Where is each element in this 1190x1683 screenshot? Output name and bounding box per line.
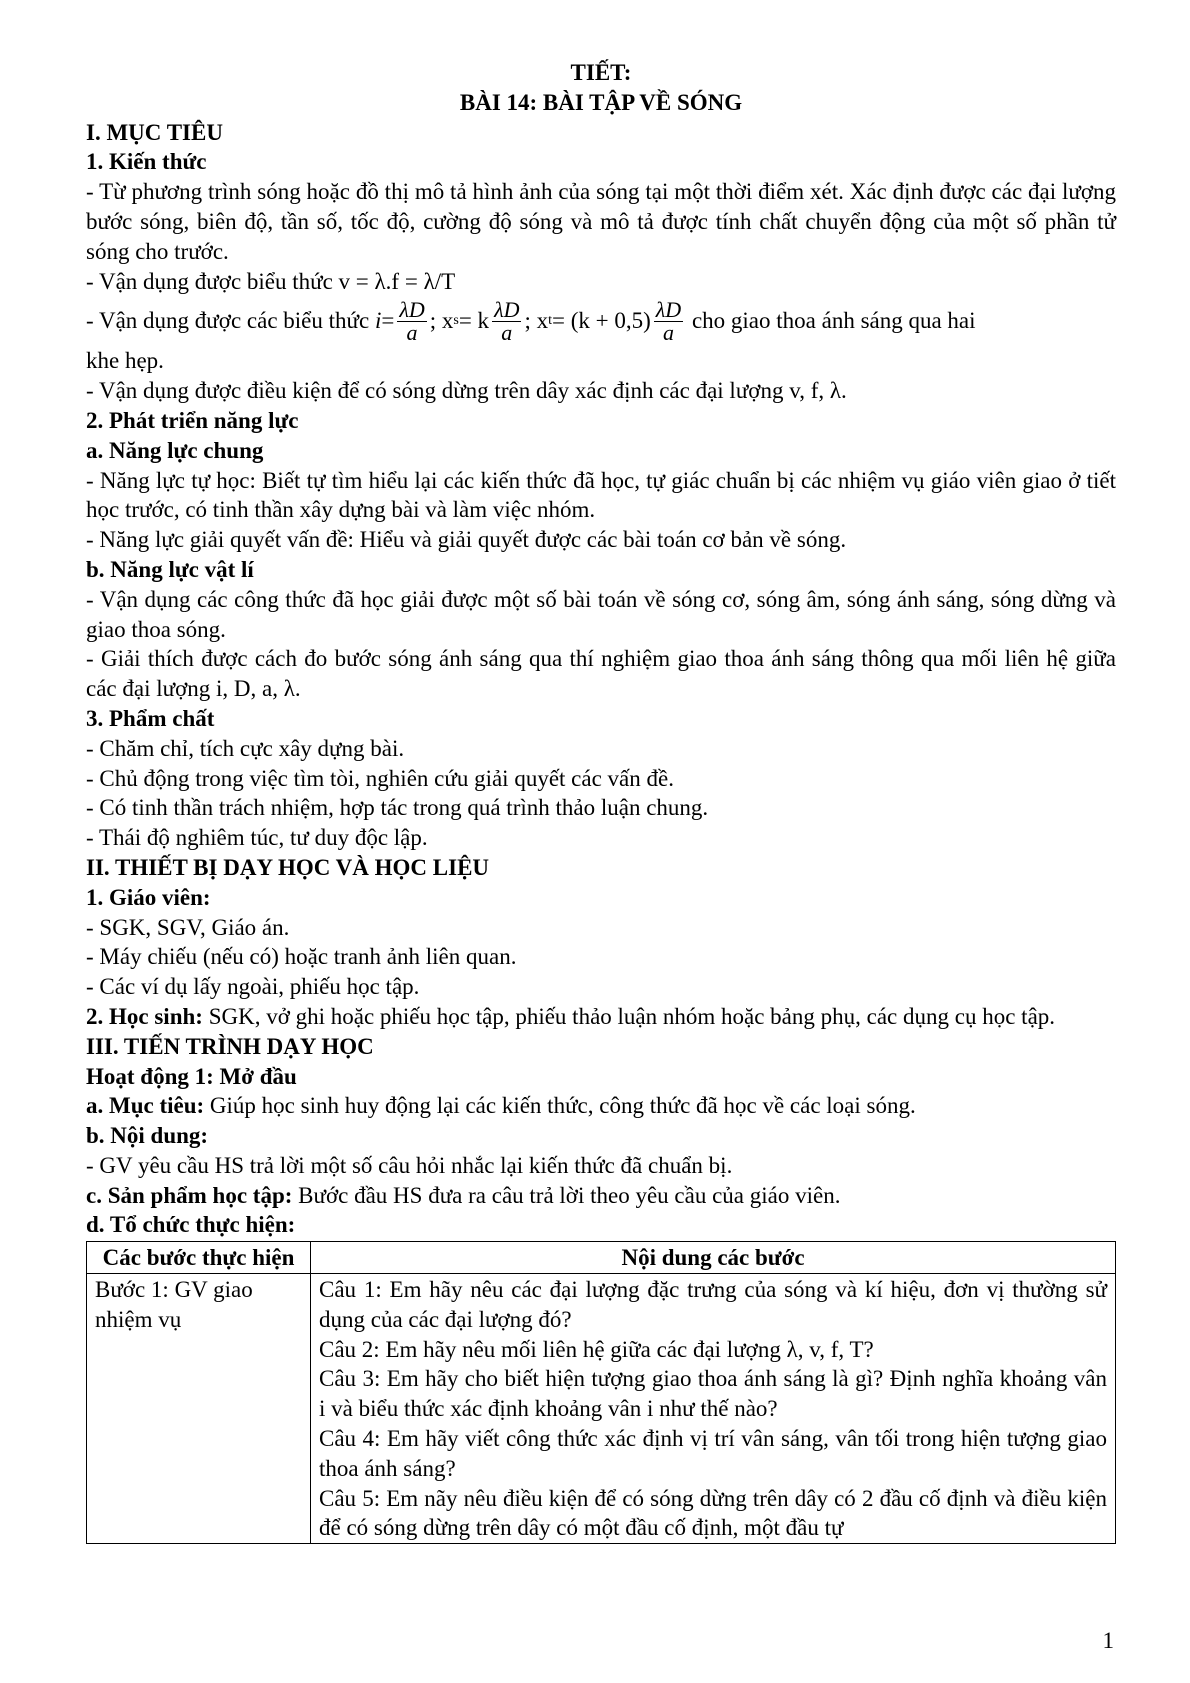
inline-label: 2. Học sinh:	[86, 1003, 203, 1029]
lesson-period: TIẾT:	[570, 60, 632, 85]
question: Câu 2: Em hãy nêu mối liên hệ giữa các đại lượng λ, v, f, T?	[319, 1336, 874, 1362]
question: Câu 3: Em hãy cho biết hiện tượng giao thoa ánh sáng là gì? Định nghĩa khoảng vân i và biểu thức xác định khoảng vân i như thế nào?	[319, 1366, 1107, 1422]
subsection-heading: 3. Phẩm chất	[86, 705, 215, 731]
paragraph: - Có tinh thần trách nhiệm, hợp tác trong quá trình thảo luận chung.	[86, 795, 709, 821]
inline-label: a. Mục tiêu:	[86, 1093, 205, 1119]
formula-paragraph: - Vận dụng được các biểu thức i = $\frac{\lambda D}{a}$ ; x s = k $\frac{\lambda D}{a}$ ; x t = (k + 0,5) $\frac{\lambda D}{a}$ cho giao thoa ánh sáng qua hai	[86, 296, 976, 345]
formula-separator: ; x	[429, 308, 454, 334]
lesson-title: BÀI 14: BÀI TẬP VỀ SÓNG	[459, 89, 743, 115]
paragraph: - Thái độ nghiêm túc, tư duy độc lập.	[86, 825, 428, 851]
inline-text: SGK, vở ghi hoặc phiếu học tập, phiếu thảo luận nhóm hoặc bảng phụ, các dụng cụ học tập.	[202, 1003, 1056, 1029]
paragraph: - Vận dụng các công thức đã học giải được một số bài toán về sóng cơ, sóng âm, sóng ánh sáng, sóng dừng và giao thoa sóng.	[86, 586, 1116, 642]
paragraph: - Máy chiếu (nếu có) hoặc tranh ảnh liên quan.	[86, 944, 517, 970]
fraction-denominator: a	[501, 319, 513, 345]
fraction	[397, 296, 426, 345]
paragraph: - Các ví dụ lấy ngoài, phiếu học tập.	[86, 974, 420, 1000]
inline-label: b. Nội dung:	[86, 1123, 209, 1149]
paragraph: - Năng lực giải quyết vấn đề: Hiểu và giải quyết được các bài toán cơ bản về sóng.	[86, 527, 847, 553]
subsection-heading: 2. Phát triển năng lực	[86, 407, 299, 433]
section-heading: II. THIẾT BỊ DẠY HỌC VÀ HỌC LIỆU	[86, 854, 490, 880]
table-cell: Bước 1: GV giao nhiệm vụ	[87, 1274, 311, 1544]
paragraph	[86, 1002, 1116, 1032]
fraction	[492, 296, 521, 345]
paragraph: - Năng lực tự học: Biết tự tìm hiểu lại các kiến thức đã học, tự giác chuẩn bị các nhiệm vụ giáo viên giao ở tiết học trước, có tinh thần xây dựng bài và làm việc nhóm.	[86, 467, 1116, 523]
inline-text: Bước đầu HS đưa ra câu trả lời theo yêu cầu của giáo viên.	[292, 1182, 841, 1208]
table-header-cell: Các bước thực hiện	[87, 1242, 311, 1274]
document-page	[86, 58, 1116, 1544]
formula-separator: ; x	[524, 308, 549, 334]
inline-text: Giúp học sinh huy động lại các kiến thức, công thức đã học về các loại sóng.	[204, 1093, 916, 1119]
inline-label: c. Sản phẩm học tập:	[86, 1182, 293, 1208]
question: Câu 5: Em nãy nêu điều kiện để có sóng dừng trên dây có 2 đầu cố định và điều kiện để có sóng dừng trên dây có một đầu cố định, một đầu tự	[319, 1485, 1107, 1541]
paragraph: - Vận dụng được biểu thức v = λ.f = λ/T	[86, 268, 456, 294]
table-row	[87, 1274, 1116, 1544]
subsection-heading: 1. Kiến thức	[86, 149, 207, 175]
paragraph	[86, 1181, 1116, 1211]
section-heading: I. MỤC TIÊU	[86, 119, 223, 145]
paragraph: - Từ phương trình sóng hoặc đồ thị mô tả hình ảnh của sóng tại một thời điểm xét. Xác định được các đại lượng bước sóng, biên độ, tần số, tốc độ, cường độ sóng và mô tả được tính chất chuyển động của một số phần tử sóng cho trước.	[86, 179, 1116, 264]
page-number: 1	[1102, 1628, 1114, 1653]
steps-table	[86, 1241, 1116, 1544]
subscript: t	[548, 313, 553, 329]
subsection-heading: a. Năng lực chung	[86, 437, 264, 463]
fraction-denominator: a	[406, 319, 418, 345]
paragraph: - Giải thích được cách đo bước sóng ánh sáng qua thí nghiệm giao thoa ánh sáng thông qua mối liên hệ giữa các đại lượng i, D, a, λ.	[86, 646, 1116, 702]
section-heading: III. TIẾN TRÌNH DẠY HỌC	[86, 1033, 374, 1059]
paragraph: - Vận dụng được điều kiện để có sóng dừng trên dây xác định các đại lượng v, f, λ.	[86, 378, 847, 404]
question: Câu 4: Em hãy viết công thức xác định vị trí vân sáng, vân tối trong hiện tượng giao thoa ánh sáng?	[319, 1426, 1107, 1481]
paragraph: - Chăm chỉ, tích cực xây dựng bài.	[86, 735, 405, 761]
formula-text: = (k + 0,5)	[552, 308, 651, 334]
formula-var-i: i	[374, 308, 382, 334]
fraction	[654, 296, 683, 345]
formula-prefix: - Vận dụng được các biểu thức	[86, 308, 370, 334]
subsection-heading: b. Năng lực vật lí	[86, 556, 254, 582]
formula-suffix: cho giao thoa ánh sáng qua hai	[691, 308, 976, 334]
table-header-cell: Nội dung các bước	[311, 1242, 1116, 1274]
table-cell	[311, 1274, 1116, 1544]
activity-heading: Hoạt động 1: Mở đầu	[86, 1063, 297, 1089]
fraction-numerator: λD	[655, 296, 682, 322]
paragraph: khe hẹp.	[86, 348, 164, 374]
formula-text: = k	[458, 308, 490, 334]
paragraph: - SGK, SGV, Giáo án.	[86, 914, 290, 940]
table-header-row	[87, 1242, 1116, 1274]
paragraph	[86, 1091, 1116, 1121]
paragraph: - Chủ động trong việc tìm tòi, nghiên cứu giải quyết các vấn đề.	[86, 765, 674, 791]
question: Câu 1: Em hãy nêu các đại lượng đặc trưng của sóng và kí hiệu, đơn vị thường sử dụng của các đại lượng đó?	[319, 1277, 1107, 1332]
fraction-denominator: a	[662, 319, 674, 345]
subscript: s	[453, 313, 459, 329]
fraction-numerator: λD	[399, 296, 425, 322]
fraction-numerator: λD	[494, 296, 520, 322]
inline-label: d. Tổ chức thực hiện:	[86, 1212, 296, 1238]
paragraph: - GV yêu cầu HS trả lời một số câu hỏi nhắc lại kiến thức đã chuẩn bị.	[86, 1152, 733, 1178]
subsection-heading: 1. Giáo viên:	[86, 884, 211, 910]
